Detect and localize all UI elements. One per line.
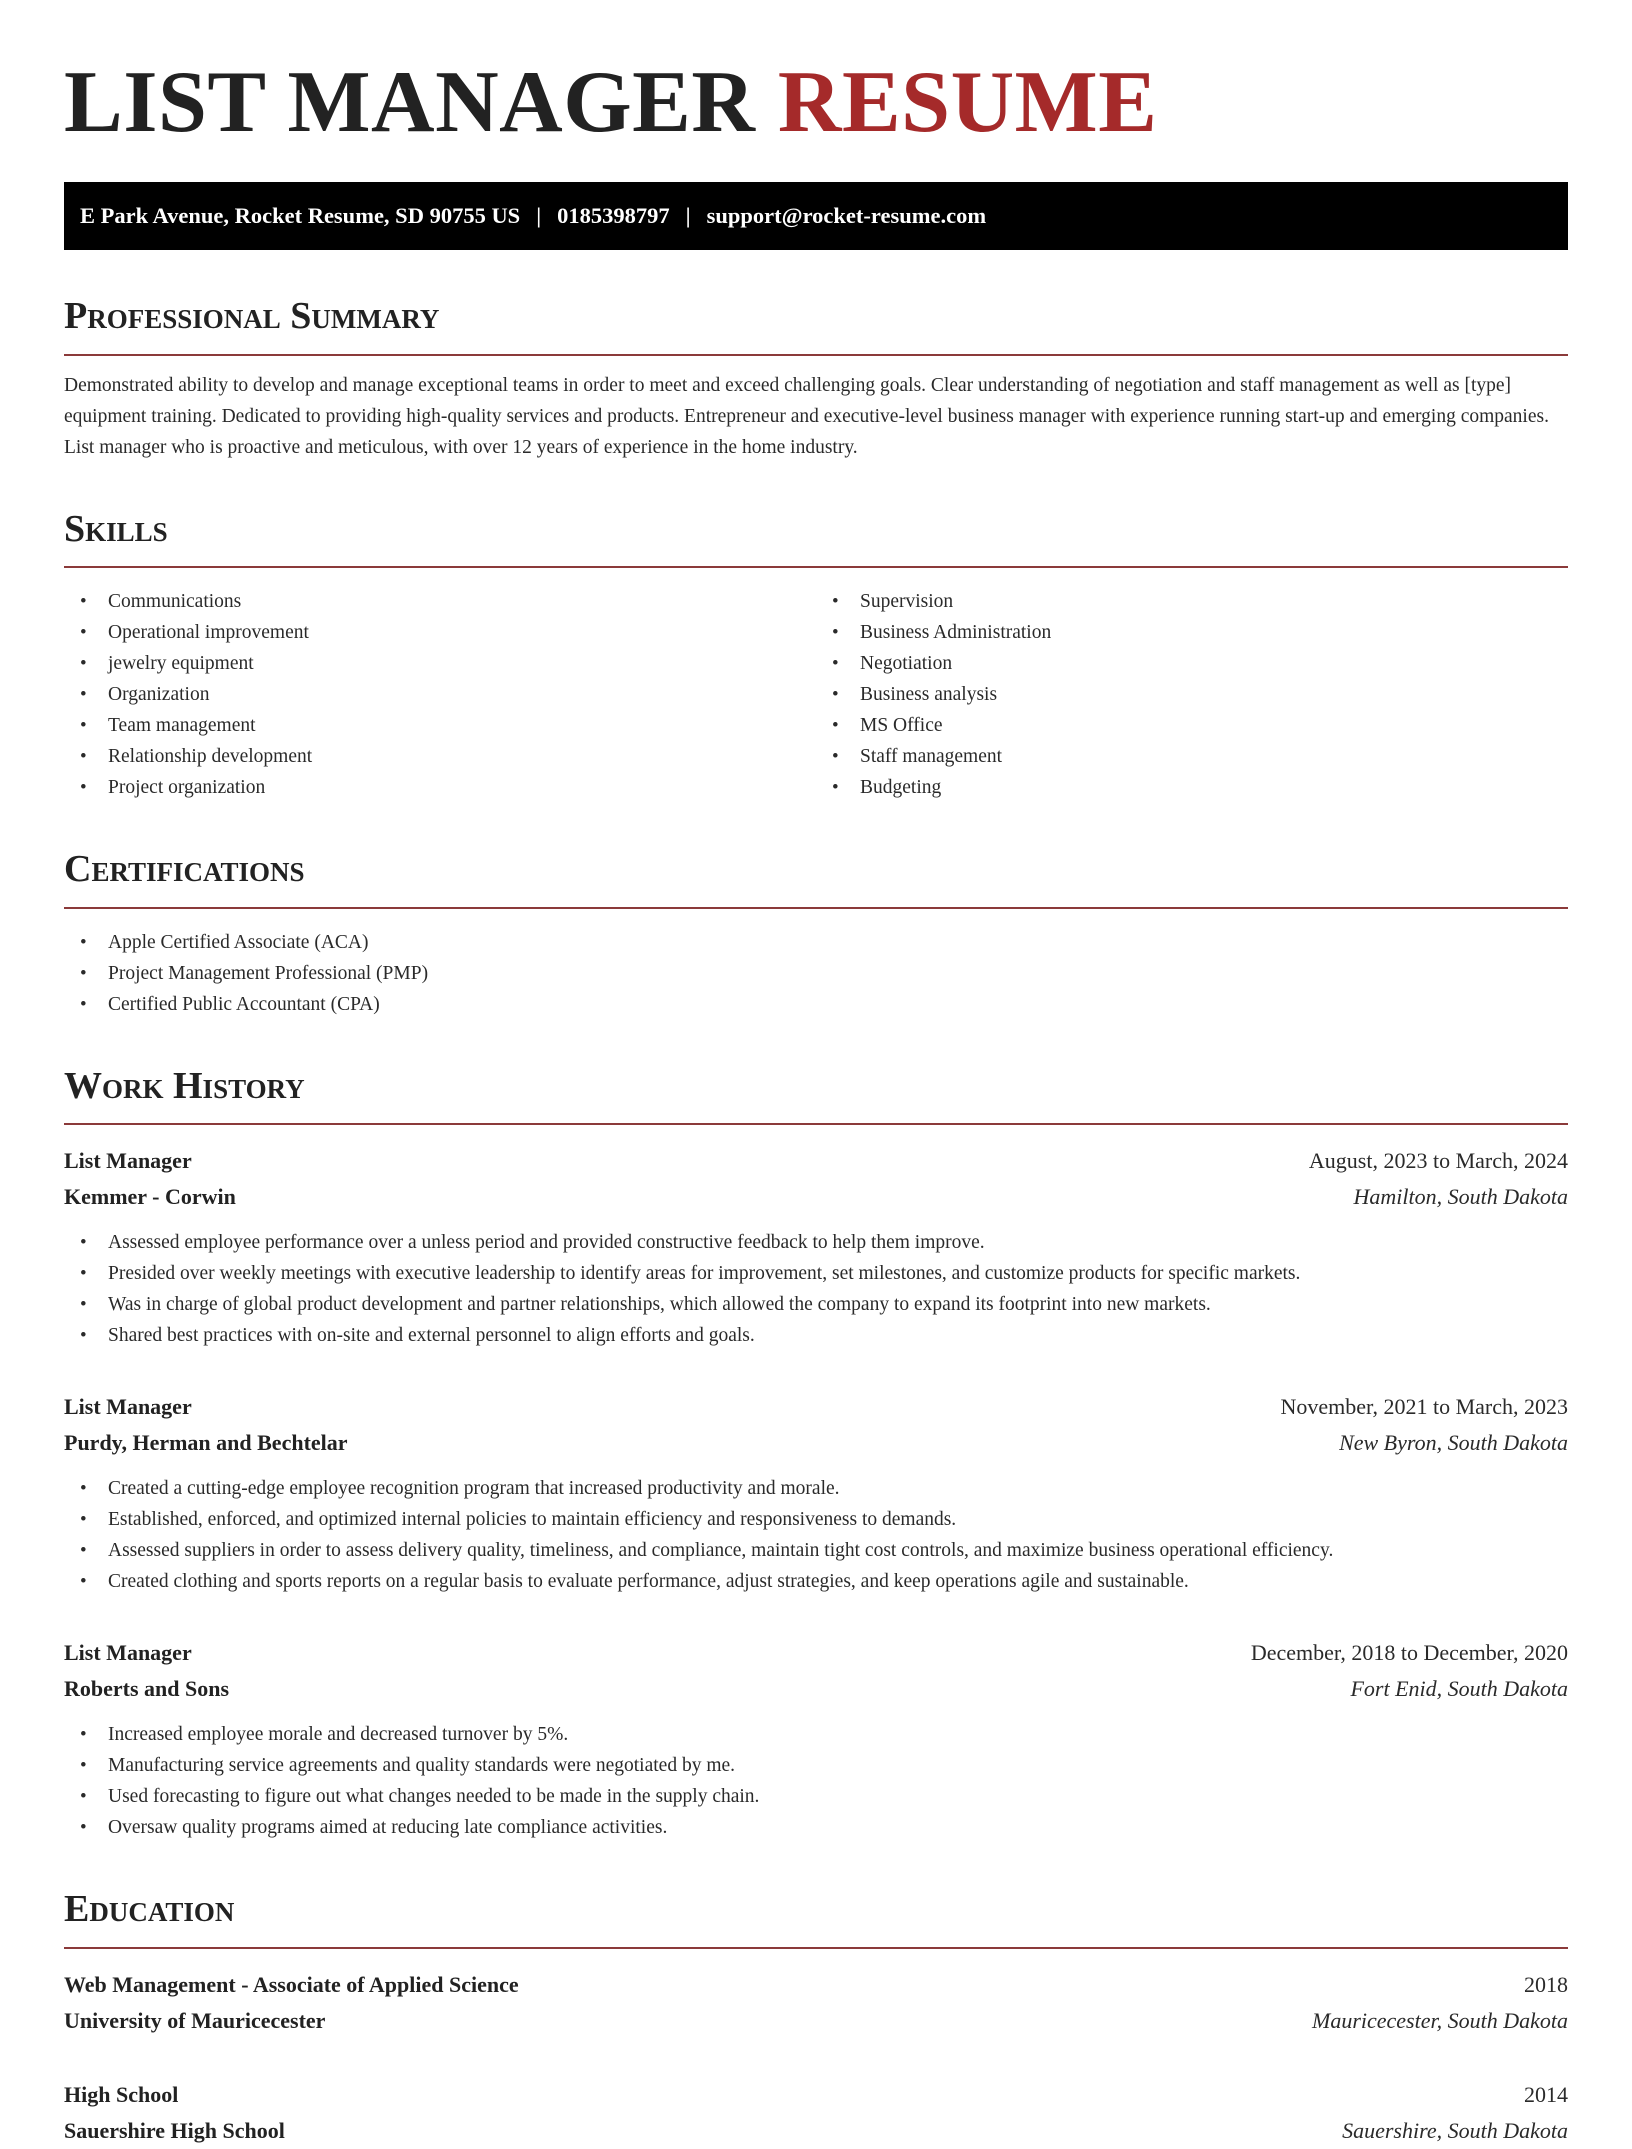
skill-item: • Communications <box>64 586 816 617</box>
job-title: List Manager <box>64 1394 192 1420</box>
job-bullet: • Shared best practices with on-site and external personnel to align efforts and goals. <box>64 1320 1568 1351</box>
resume-title <box>64 0 1568 154</box>
job-bullet: • Assessed suppliers in order to assess delivery quality, timeliness, and compliance, maintain tight cost controls, and maximize business operational efficiency. <box>64 1535 1568 1566</box>
contact-bar <box>64 182 1568 250</box>
job-bullets <box>64 1473 1568 1597</box>
job-bullet: • Created clothing and sports reports on a regular basis to evaluate performance, adjust strategies, and keep operations agile and sustainable. <box>64 1566 1568 1597</box>
education-degree: Web Management - Associate of Applied Science <box>64 1972 519 1998</box>
job-company-row <box>64 1425 1568 1461</box>
skills-section <box>64 507 1568 804</box>
work-history-section <box>64 1064 1568 1844</box>
job-bullet: • Manufacturing service agreements and quality standards were negotiated by me. <box>64 1750 1568 1781</box>
education-section <box>64 1887 1568 2149</box>
job-bullet: • Used forecasting to figure out what changes needed to be made in the supply chain. <box>64 1781 1568 1812</box>
skill-item: • Staff management <box>816 741 1568 772</box>
education-school: University of Mauricecester <box>64 2008 326 2034</box>
title-main: LIST MANAGER <box>64 54 756 151</box>
certification-item: • Apple Certified Associate (ACA) <box>64 927 1568 958</box>
skills-list-right <box>816 586 1568 803</box>
job-location: Fort Enid, South Dakota <box>1350 1676 1568 1702</box>
skill-item: • Business analysis <box>816 679 1568 710</box>
skills-columns <box>64 568 1568 803</box>
job-dates: August, 2023 to March, 2024 <box>1308 1148 1568 1174</box>
job-bullet: • Assessed employee performance over a unless period and provided constructive feedback to help them improve. <box>64 1227 1568 1258</box>
section-divider <box>64 354 1568 356</box>
summary-heading: Professional Summary <box>64 295 440 338</box>
certification-item: • Project Management Professional (PMP) <box>64 958 1568 989</box>
job-bullet: • Increased employee morale and decreased turnover by 5%. <box>64 1719 1568 1750</box>
skill-item: • Relationship development <box>64 741 816 772</box>
skill-item: • Supervision <box>816 586 1568 617</box>
skill-item: • Budgeting <box>816 772 1568 803</box>
certifications-section <box>64 847 1568 1020</box>
section-divider <box>64 1947 1568 1949</box>
education-header-row <box>64 1967 1568 2003</box>
job-bullet: • Was in charge of global product development and partner relationships, which allowed the company to expand its footprint into new markets. <box>64 1289 1568 1320</box>
job-company-row <box>64 1671 1568 1707</box>
job-company: Kemmer - Corwin <box>64 1184 236 1210</box>
section-divider <box>64 907 1568 909</box>
job-location: New Byron, South Dakota <box>1339 1430 1568 1456</box>
job-header-row <box>64 1143 1568 1179</box>
job-company: Roberts and Sons <box>64 1676 230 1702</box>
skill-item: • jewelry equipment <box>64 648 816 679</box>
education-degree: High School <box>64 2082 179 2108</box>
summary-text: Demonstrated ability to develop and manage exceptional teams in order to meet and exceed challenging goals. Clear understanding of negotiation and staff management as well as [type] equipment training. Dedicated to providing high-quality services and products. Entrepreneur and executive-level business manager with experience running start-up and emerging companies. List manager who is proactive and meticulous, with over 12 years of experience in the home industry. <box>64 374 1549 458</box>
job-entry <box>64 1143 1568 1351</box>
education-entry <box>64 2077 1568 2149</box>
job-title: List Manager <box>64 1148 192 1174</box>
certifications-heading: Certifications <box>64 848 305 891</box>
contact-separator: | <box>685 203 691 229</box>
education-location: Sauershire, South Dakota <box>1342 2118 1568 2144</box>
certifications-list <box>64 927 1568 1020</box>
job-dates: December, 2018 to December, 2020 <box>1250 1640 1568 1666</box>
skill-item: • Operational improvement <box>64 617 816 648</box>
skills-heading: Skills <box>64 507 168 550</box>
summary-section <box>64 294 1568 463</box>
skill-item: • Organization <box>64 679 816 710</box>
education-entry <box>64 1967 1568 2039</box>
job-company-row <box>64 1179 1568 1215</box>
contact-phone: 0185398797 <box>557 203 670 229</box>
job-header-row <box>64 1389 1568 1425</box>
education-school-row <box>64 2113 1568 2149</box>
job-bullets <box>64 1719 1568 1843</box>
education-school: Sauershire High School <box>64 2118 285 2144</box>
education-year: 2018 <box>1524 1972 1568 1998</box>
skills-list-left <box>64 586 816 803</box>
skill-item: • Negotiation <box>816 648 1568 679</box>
skill-item: • Team management <box>64 710 816 741</box>
job-bullet: • Created a cutting-edge employee recognition program that increased productivity and morale. <box>64 1473 1568 1504</box>
job-bullet: • Established, enforced, and optimized internal policies to maintain efficiency and responsiveness to demands. <box>64 1504 1568 1535</box>
contact-email[interactable]: support@rocket-resume.com <box>706 203 987 229</box>
education-school-row <box>64 2003 1568 2039</box>
certification-item: • Certified Public Accountant (CPA) <box>64 989 1568 1020</box>
job-dates: November, 2021 to March, 2023 <box>1280 1394 1568 1420</box>
education-header-row <box>64 2077 1568 2113</box>
work-history-heading: Work History <box>64 1064 305 1107</box>
job-bullets <box>64 1227 1568 1351</box>
job-header-row <box>64 1635 1568 1671</box>
education-location: Mauricecester, South Dakota <box>1312 2008 1568 2034</box>
education-year: 2014 <box>1524 2082 1568 2108</box>
contact-address: E Park Avenue, Rocket Resume, SD 90755 US <box>80 203 521 229</box>
job-entry <box>64 1389 1568 1597</box>
skill-item: • MS Office <box>816 710 1568 741</box>
education-heading: Education <box>64 1888 235 1931</box>
title-accent: RESUME <box>777 54 1158 151</box>
section-divider <box>64 1123 1568 1125</box>
job-company: Purdy, Herman and Bechtelar <box>64 1430 348 1456</box>
job-bullet: • Oversaw quality programs aimed at reducing late compliance activities. <box>64 1812 1568 1843</box>
job-title: List Manager <box>64 1640 192 1666</box>
contact-separator: | <box>536 203 542 229</box>
job-entry <box>64 1635 1568 1843</box>
job-location: Hamilton, South Dakota <box>1353 1184 1568 1210</box>
skill-item: • Business Administration <box>816 617 1568 648</box>
job-bullet: • Presided over weekly meetings with executive leadership to identify areas for improvement, set milestones, and customize products for specific markets. <box>64 1258 1568 1289</box>
skill-item: • Project organization <box>64 772 816 803</box>
